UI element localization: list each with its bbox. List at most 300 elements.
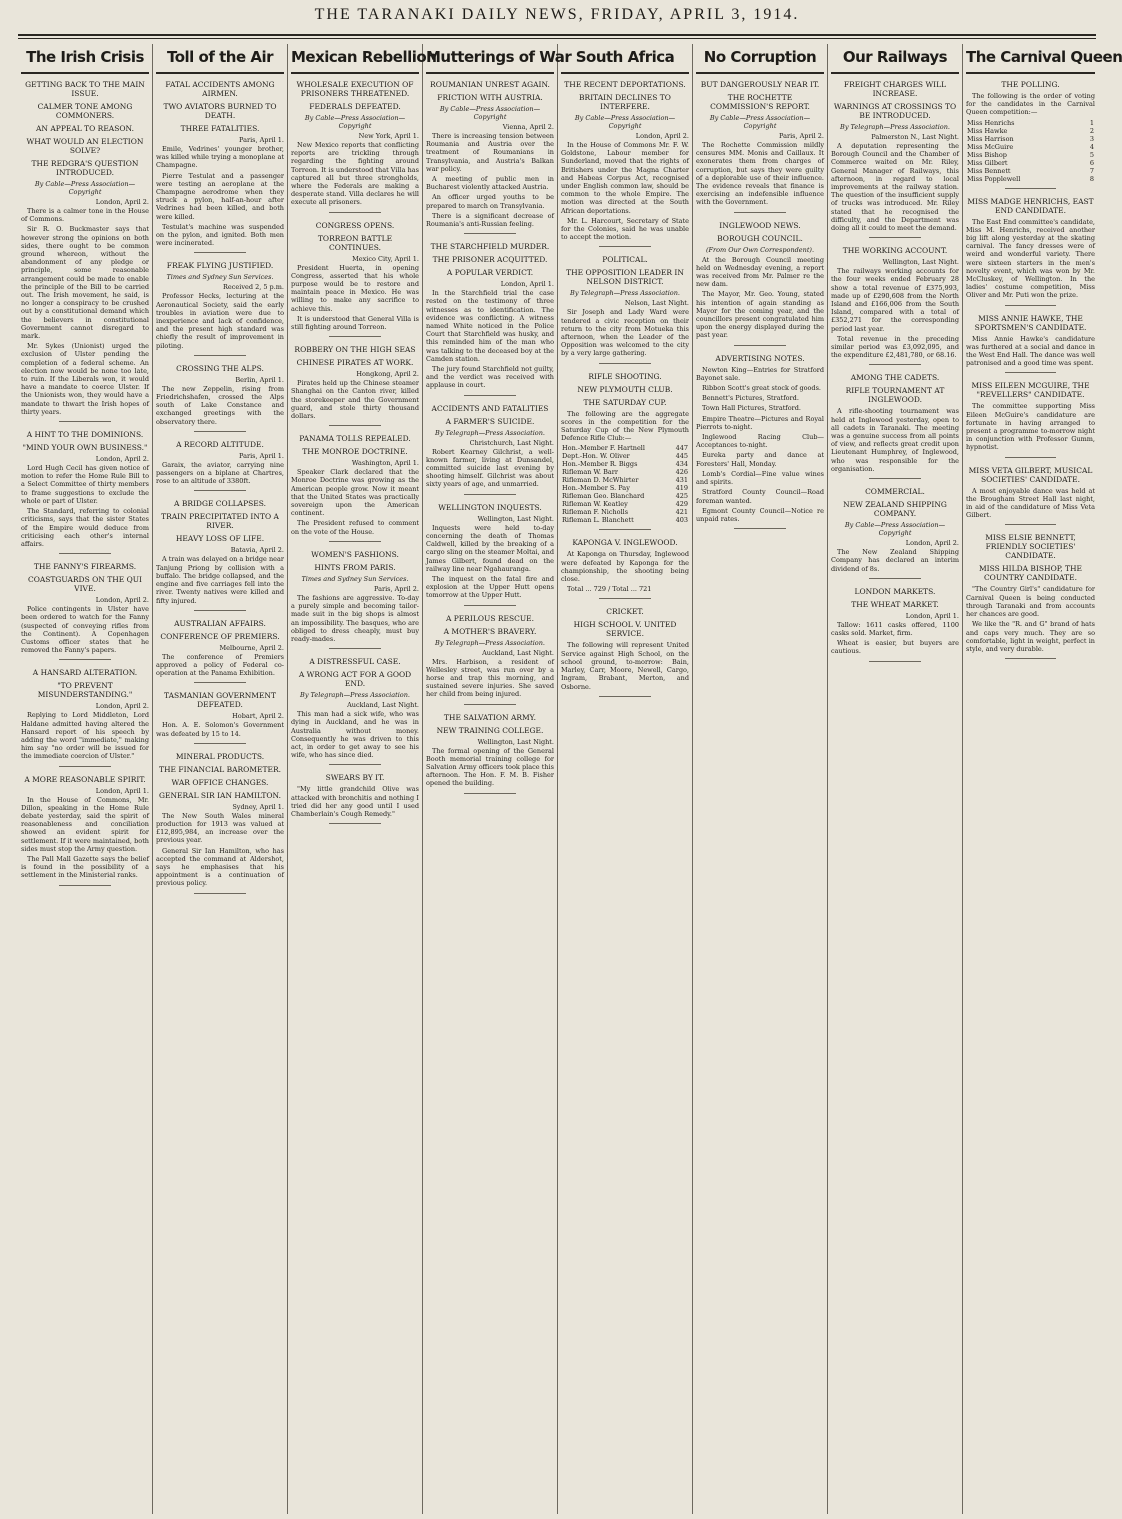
- article-paragraph: A most enjoyable dance was held at the Brougham Street Hall last night, in aid of the candidature of Miss Veta Gilbert.: [966, 486, 1095, 520]
- table-row: [966, 175, 1095, 183]
- column-5: [558, 44, 693, 1514]
- article-separator: [194, 682, 245, 683]
- article: [561, 607, 689, 696]
- article-paragraph: Sir Joseph and Lady Ward were tendered a civic reception on their return to the city from Motueka this afternoon, when the Leader of the Opposition was welcomed to the city by a very large gathering.: [561, 308, 689, 358]
- article-subhead: PANAMA TOLLS REPEALED.: [299, 434, 411, 444]
- article: [831, 80, 959, 238]
- article-dateline: Wellington, Last Night.: [882, 258, 959, 267]
- article-paragraph: The new Zeppelin, rising from Friedrichshafen, crossed the Alps south of Lake Constance and exchanged greetings with the observatory there.: [156, 384, 284, 426]
- article-dateline: Sydney, April 1.: [232, 802, 284, 811]
- table-row: [966, 119, 1095, 127]
- article-paragraph: The following are the aggregate scores in the competition for the Saturday Cup of the New Plymouth Defence Rifle Club:—: [561, 409, 689, 443]
- article-byline: By Cable—Press Association—Copyright: [574, 114, 676, 130]
- table-row: [561, 444, 689, 452]
- article-separator: [329, 212, 380, 213]
- article-subhead: THE WORKING ACCOUNT.: [842, 246, 948, 256]
- table-row: [561, 508, 689, 516]
- article-separator: [1005, 372, 1057, 373]
- article-subhead: CALMER TONE AMONG COMMONERS.: [37, 102, 133, 120]
- article-paragraph: In the House of Commons Mr. F. W. Goldstone, Labour member for Sunderland, moved that the rights of Britishers under the Magna Charter and Habeas Corpus Act, recognised under English common law, should be common to the whole Empire. The motion was directed at the South African deportations.: [561, 141, 689, 215]
- article-byline: By Telegraph—Press Association.: [435, 638, 545, 647]
- article-separator: [599, 363, 650, 364]
- article-subhead: A POPULAR VERDICT.: [446, 268, 534, 278]
- table-cell-name: Rifleman L. Blanchett: [562, 516, 634, 525]
- article-subhead: MISS EILEEN MCGUIRE, THE "REVELLERS" CANDIDATE.: [971, 381, 1090, 400]
- article-paragraph: President Huerta, in opening Congress, asserted that his whole purpose would be to restore and maintain peace in Mexico. He was willing to make any sacrifice to achieve this.: [291, 263, 419, 313]
- column-headline: The Carnival Queen: [966, 44, 1095, 74]
- article-separator: [329, 823, 380, 824]
- article-paragraph: Town Hall Pictures, Stratford.: [702, 404, 801, 413]
- table-cell-value: 3: [1089, 134, 1094, 143]
- article-subhead: CHINESE PIRATES AT WORK.: [296, 358, 414, 368]
- article-paragraph: The New Zealand Shipping Company has declared an interim dividend of 8s.: [831, 548, 959, 573]
- article: [426, 404, 554, 495]
- article-separator: [599, 529, 650, 530]
- article-subhead: FREAK FLYING JUSTIFIED.: [166, 261, 274, 271]
- article: [426, 80, 554, 234]
- article-subhead: AMONG THE CADETS.: [850, 373, 940, 383]
- article-paragraph: Ribbon Scott's great stock of goods.: [702, 384, 821, 393]
- article-subhead: ROUMANIAN UNREST AGAIN.: [430, 80, 550, 89]
- article-paragraph: There is a significant decrease of Roumania's anti-Russian feeling.: [426, 211, 554, 229]
- article-subhead: HINTS FROM PARIS.: [314, 562, 396, 572]
- article-paragraph: The East End committee's candidate, Miss M. Henrichs, received another big lift along yesterday at the skating carnival. The fancy dresses were of weird and wonderful variety. There were sixteen starters in the men's novelty event, which was won by Mr. McCluskey, of Wellington. In the ladies' costume competition, Miss Oliver and Mr. Puti won the prize.: [966, 217, 1095, 300]
- article-dateline: Paris, April 1.: [239, 451, 284, 460]
- article-paragraph: Sir R. O. Buckmaster says that however strong the opinions on both sides, there ought to be common ground whereon, without the abandonment of any pledge or principle, some reasonable arrangement could be made to enable the principle of the Bill to be carried out. The Irish movement, he said, is no longer a conspiracy to be crushed out by a constitutional demand which the believers in constitutional Government cannot disregard to mark.: [21, 225, 149, 341]
- article-dateline: New York, April 1.: [358, 132, 419, 140]
- article: [291, 773, 419, 824]
- article-dateline: Batavia, April 2.: [230, 546, 284, 555]
- table-cell-value: 4: [1089, 142, 1094, 151]
- article-paragraph: The following will represent United Service against High School, on the school ground, to-morrow: Bain, Marley, Carr, Moore, Newell, Cargo, Ingram, Brabant, Merton, and Osborne.: [561, 641, 689, 691]
- article-subhead: THE SALVATION ARMY.: [443, 712, 537, 722]
- article-paragraph: The Mayor, Mr. Geo. Young, stated his intention of again standing as Mayor for the coming year, and the councillors present congratulated him upon the energy displayed during the past year.: [696, 290, 824, 340]
- article: [291, 345, 419, 426]
- article-subhead: THE MONROE DOCTRINE.: [302, 447, 408, 457]
- article-subhead: WAR OFFICE CHANGES.: [171, 777, 269, 787]
- table-cell-name: Rifleman Geo. Blanchard: [562, 492, 645, 501]
- article-subhead: THE RECENT DEPORTATIONS.: [564, 80, 686, 89]
- article-subhead: BRITAIN DECLINES TO INTERFERE.: [579, 93, 671, 111]
- table-cell-value: 403: [675, 516, 688, 525]
- article-dateline: Hobart, April 2.: [232, 712, 284, 721]
- article-subhead: INGLEWOOD NEWS.: [719, 220, 801, 230]
- article: [156, 80, 284, 253]
- article-subhead: AN APPEAL TO REASON.: [36, 124, 134, 133]
- table-cell-value: 5: [1089, 150, 1094, 159]
- article-byline: By Telegraph—Press Association.: [570, 289, 680, 298]
- table-cell-value: 419: [675, 484, 688, 493]
- article-subhead: AUSTRALIAN AFFAIRS.: [174, 618, 266, 628]
- table-cell-name: Miss McGuire: [967, 142, 1014, 151]
- article-separator: [869, 237, 920, 238]
- article: [156, 752, 284, 894]
- article: [21, 80, 149, 422]
- article: [831, 373, 959, 479]
- article: [426, 713, 554, 794]
- article: [291, 434, 419, 542]
- table-row: [966, 143, 1095, 151]
- masthead-rule: [18, 34, 1096, 36]
- article: [966, 197, 1095, 306]
- article-subhead: COMMERCIAL.: [865, 487, 925, 497]
- article-paragraph: Testulat's machine was suspended on the pylon, and ignited. Both men were incinerated.: [156, 222, 284, 248]
- article-separator: [599, 696, 650, 697]
- article-subhead: A DISTRESSFUL CASE.: [309, 657, 401, 667]
- table-row: [966, 167, 1095, 175]
- article: [696, 221, 824, 346]
- article-subhead: WHOLESALE EXECUTION OF PRISONERS THREATENED.: [296, 80, 414, 98]
- article-subhead: HIGH SCHOOL V. UNITED SERVICE.: [573, 620, 677, 639]
- article-subhead: A BRIDGE COLLAPSES.: [174, 499, 266, 509]
- article-separator: [329, 336, 380, 337]
- article: [966, 314, 1095, 374]
- article-dateline: Paris, April 1.: [239, 136, 284, 144]
- article: [561, 80, 689, 247]
- article-paragraph: Lomb's Cordial—Fine value wines and spirits.: [696, 469, 824, 487]
- table-cell-name: Hon.-Member S. Pay: [562, 484, 630, 493]
- table-cell-value: 2: [1089, 126, 1094, 135]
- article-separator: [464, 395, 515, 396]
- article-paragraph: Professor Hecks, lecturing at the Aeronautical Society, said the early troubles in aviation were due to inexperience and lack of confidence, and the present high standard was chiefly the result of improvement in piloting.: [156, 292, 284, 350]
- article-paragraph: A rifle-shooting tournament was held at Inglewood yesterday, open to all cadets in Taranaki. The meeting was a genuine success from all points of view, and reflects great credit upon Lieutenant Humphrey, of Inglewood, who was responsible for the organisation.: [831, 407, 959, 473]
- article-subhead: FEDERALS DEFEATED.: [309, 102, 401, 111]
- article-paragraph: New Mexico reports that conflicting reports are trickling through regarding the fighting around Torreon. It is understood that Villa has captured all but three strongholds, where the Federals are making a desperate stand. Villa declares he will execute all prisoners.: [291, 141, 419, 207]
- article-subhead: WOMEN'S FASHIONS.: [311, 549, 399, 559]
- article-paragraph: Garaix, the aviator, carrying nine passengers on a biplane at Chartres, rose to an altitude of 3380ft.: [156, 460, 284, 486]
- table-cell-name: Hon.-Member F. Hartnell: [562, 444, 645, 453]
- column-fade: [288, 1474, 422, 1514]
- article-subhead: A PERILOUS RESCUE.: [445, 613, 535, 623]
- article-subhead: TASMANIAN GOVERNMENT DEFEATED.: [164, 691, 276, 710]
- article-subhead: CONGRESS OPENS.: [315, 220, 395, 230]
- article-subhead: CONFERENCE OF PREMIERS.: [160, 631, 280, 641]
- column-6: [693, 44, 828, 1514]
- article-paragraph: At the Borough Council meeting held on Wednesday evening, a report was received from Mr. Palmer re the new dam.: [696, 255, 824, 289]
- article: [696, 80, 824, 213]
- article-subhead: THE SATURDAY CUP.: [583, 397, 667, 407]
- column-1: [18, 44, 153, 1514]
- article: [426, 242, 554, 395]
- article-subhead: TORREON BATTLE CONTINUES.: [317, 233, 393, 252]
- article-paragraph: Mr. Sykes (Unionist) urged the exclusion of Ulster pending the completion of a federal scheme. An election now would be none too late, to ruin. If the Liberals won, it would have a mandate to coerce Ulster. If the Unionists won, they would have a mandate to thwart the Irish hopes of thirty years.: [21, 342, 149, 416]
- article-subhead: GENERAL SIR IAN HAMILTON.: [159, 790, 281, 800]
- article-subhead: TRAIN PRECIPITATED INTO A RIVER.: [161, 512, 279, 531]
- article-byline: By Cable—Press Association—Copyright: [304, 114, 406, 130]
- article: [156, 499, 284, 610]
- article-subhead: GETTING BACK TO THE MAIN ISSUE.: [25, 80, 145, 98]
- article: [561, 538, 689, 599]
- article: [291, 657, 419, 765]
- article-paragraph: The committee supporting Miss Eileen McGuire's candidature are fortunate in having arranged to present a programme to-morrow night in conjunction with Professor Gumm, hypnotist.: [966, 402, 1095, 452]
- article-subhead: THREE FATALITIES.: [180, 124, 260, 133]
- article: [966, 80, 1095, 189]
- article: [156, 440, 284, 492]
- article-subhead: MINERAL PRODUCTS.: [175, 751, 265, 761]
- masthead-rule-thin: [18, 38, 1096, 39]
- article-dateline: London, April 2.: [95, 596, 149, 605]
- article-subhead: "TO PREVENT MISUNDERSTANDING.": [37, 681, 133, 700]
- article-paragraph: A meeting of public men in Bucharest violently attacked Austria.: [426, 175, 554, 192]
- article-dateline: Christchurch, Last Night.: [469, 438, 554, 447]
- article-paragraph: The Standard, referring to colonial criticisms, says that the sister States of the Empire would deduce from criticising each other's internal affairs.: [21, 507, 149, 548]
- article-subhead: RIFLE SHOOTING.: [588, 371, 662, 381]
- article-dateline: London, April 1.: [905, 611, 959, 620]
- article-byline: By Cable—Press Association—Copyright: [709, 114, 811, 130]
- article-subhead: SWEARS BY IT.: [325, 773, 385, 783]
- table-cell-value: 434: [675, 460, 688, 469]
- article-subhead: WHAT WOULD AN ELECTION SOLVE?: [26, 137, 144, 155]
- article-separator: [869, 478, 920, 479]
- article-byline: Times and Sydney Sun Services.: [301, 574, 409, 583]
- article-paragraph: The New South Wales mineral production for 1913 was valued at £12,895,984, an increase over the previous year.: [156, 811, 284, 845]
- article-dateline: Washington, April 1.: [351, 459, 419, 468]
- article-subhead: COASTGUARDS ON THE QUI VIVE.: [27, 575, 143, 594]
- article-subhead: MISS ELSIE BENNETT, FRIENDLY SOCIETIES' CANDIDATE.: [985, 533, 1076, 561]
- article-separator: [194, 893, 245, 894]
- article-subhead: ACCIDENTS AND FATALITIES: [431, 403, 549, 413]
- column-fade: [153, 1474, 287, 1514]
- column-4: [423, 44, 572, 1514]
- article-paragraph: Mr. L. Harcourt, Secretary of State for the Colonies, said he was unable to accept the motion.: [561, 216, 689, 242]
- article-separator: [599, 598, 650, 599]
- article-paragraph: Hon. A. E. Solomon's Government was defeated by 15 to 14.: [156, 721, 284, 738]
- table-row: [561, 500, 689, 508]
- article: [291, 550, 419, 649]
- article-dateline: London, April 1.: [95, 786, 149, 795]
- article-paragraph: A deputation representing the Borough Council and the Chamber of Commerce waited on Mr. Riley, General Manager of Railways, this afternoon, in regard to local improvements at the railway station. The question of the insufficient supply of trucks was introduced. Mr. Riley stated that he recognised the difficulty, and the Department was doing all it could to meet the demand.: [831, 142, 959, 233]
- article-paragraph: The conference of Premiers approved a policy of Federal co-operation at the Panama Exhibition.: [156, 652, 284, 678]
- article: [561, 372, 689, 531]
- article-subhead: THE REDGRA'S QUESTION INTRODUCED.: [31, 159, 139, 177]
- article-subhead: TWO AVIATORS BURNED TO DEATH.: [163, 102, 277, 120]
- article-subhead: MISS ANNIE HAWKE, THE SPORTSMEN'S CANDIDATE.: [974, 313, 1087, 332]
- article: [426, 614, 554, 705]
- article-paragraph: Wheat is easier, but buyers are cautious.: [831, 639, 959, 656]
- article-dateline: Hongkong, April 2.: [356, 370, 419, 379]
- article-paragraph: Newton King—Entries for Stratford Bayonet sale.: [696, 365, 824, 382]
- article-paragraph: Bennett's Pictures, Stratford.: [702, 394, 799, 403]
- table-row: [561, 484, 689, 492]
- article-separator: [59, 553, 110, 554]
- article-dateline: Mexico City, April 1.: [352, 254, 419, 263]
- article-dateline: Melbourne, April 2.: [219, 643, 284, 652]
- article-separator: [464, 233, 515, 234]
- article-separator: [59, 659, 110, 660]
- article-paragraph: There is increasing tension between Roumania and Austria over the treatment of Roumanians in Transylvania, and Austria's Balkan war policy.: [426, 132, 554, 173]
- column-fade: [963, 1474, 1098, 1514]
- article-separator: [329, 541, 380, 542]
- article-subhead: NEW ZEALAND SHIPPING COMPANY.: [843, 500, 947, 519]
- article-dateline: London, April 2.: [95, 198, 149, 206]
- article: [966, 466, 1095, 526]
- article-paragraph: Egmont County Council—Notice re unpaid rates.: [696, 506, 824, 523]
- article-subhead: WARNINGS AT CROSSINGS TO BE INTRODUCED.: [833, 102, 957, 120]
- article-dateline: Berlin, April 1.: [235, 375, 284, 384]
- article-subhead: NEW PLYMOUTH CLUB.: [577, 384, 673, 394]
- table-cell-name: Dept.-Hon. W. Oliver: [562, 452, 630, 461]
- article-dateline: London, April 2.: [95, 702, 149, 711]
- article-dateline: Paris, April 2.: [374, 584, 419, 593]
- column-headline: Mexican Rebellion: [291, 44, 419, 74]
- article-paragraph: Total revenue in the preceding similar period was £3,092,095, and the expenditure £2,481,780, or 68.16.: [831, 334, 959, 360]
- article-paragraph: Inquests were held to-day concerning the death of Thomas Caldwell, killed by the breaking of a cargo sling on the steamer Moltai, and James Gilbert, found dead on the railway line near Ngahauranga.: [426, 523, 554, 573]
- article-byline: By Cable—Press Association—Copyright: [844, 521, 946, 538]
- table-cell-name: Rifleman W. Keatley: [562, 500, 628, 509]
- article: [156, 261, 284, 355]
- article-subhead: THE FINANCIAL BAROMETER.: [159, 764, 281, 774]
- article-subhead: MISS VETA GILBERT, MUSICAL SOCIETIES' CANDIDATE.: [968, 465, 1093, 484]
- article-subhead: THE OPPOSITION LEADER IN NELSON DISTRICT.: [566, 268, 684, 287]
- article-paragraph: Stratford County Council—Road foreman wanted.: [696, 488, 824, 505]
- article-separator: [1005, 188, 1057, 189]
- table-row: [561, 516, 689, 524]
- article-separator: [869, 364, 920, 365]
- article-dateline: London, April 2.: [635, 132, 689, 140]
- column-fade: [18, 1474, 152, 1514]
- article: [696, 354, 824, 529]
- table-cell-name: Rifleman F. Nicholls: [562, 508, 629, 517]
- score-table: [966, 119, 1095, 183]
- article: [966, 533, 1095, 659]
- table-cell-value: 445: [675, 452, 688, 461]
- article-separator: [869, 661, 920, 662]
- article-subhead: FRICTION WITH AUSTRIA.: [437, 93, 543, 102]
- article-separator: [734, 528, 785, 529]
- article-paragraph: The Rochette Commission mildly censures MM. Monis and Caillaux. It exonerates them from charges of corruption, but says they were guilty of a deplorable use of their influence. The evidence reveals that finance is exercising an indefensible influence with the Government.: [696, 141, 824, 207]
- article-separator: [194, 431, 245, 432]
- article-separator: [194, 490, 245, 491]
- column-fade: [828, 1474, 962, 1514]
- column-headline: South Africa: [561, 44, 689, 74]
- article-paragraph: At Kaponga on Thursday, Inglewood were defeated by Kaponga for the championship, the shooting being close.: [561, 550, 689, 584]
- article-subhead: ADVERTISING NOTES.: [715, 353, 805, 363]
- article: [561, 255, 689, 363]
- article-separator: [599, 246, 650, 247]
- article-subhead: THE STARCHFIELD MURDER.: [430, 242, 550, 252]
- article-dateline: Received 2, 5 p.m.: [223, 283, 284, 292]
- article-paragraph: Inglewood Racing Club—Acceptances to-night.: [696, 433, 824, 450]
- article-paragraph: The fashions are aggressive. To-day a purely simple and becoming tailor-made suit in the big shops is almost an impossibility. The basques, who are obliged to dress cheaply, must buy ready-mades.: [291, 593, 419, 643]
- article-dateline: Palmerston N., Last Night.: [871, 133, 959, 141]
- article-byline: By Telegraph—Press Association.: [435, 428, 545, 437]
- article-separator: [59, 885, 110, 886]
- article-paragraph: Pirates held up the Chinese steamer Shanghai on the Canton river, killed the storekeeper and the Government guard, and stole thirty thousand dollars.: [291, 379, 419, 421]
- table-row: [966, 151, 1095, 159]
- column-fade: [558, 1474, 692, 1514]
- article-dateline: Wellington, Last Night.: [477, 737, 554, 746]
- article-dateline: Nelson, Last Night.: [624, 299, 689, 308]
- table-cell-value: 429: [675, 500, 688, 509]
- article-subhead: LONDON MARKETS.: [854, 586, 936, 596]
- table-cell-value: 8: [1089, 174, 1094, 183]
- article-paragraph: Pierre Testulat and a passenger were testing an aeroplane at the Champagne aerodrome when they struck a pylon, half-an-hour after Vedrines had been killed, and both were killed.: [156, 171, 284, 221]
- article-paragraph: It is understood that General Villa is still fighting around Torreon.: [291, 314, 419, 332]
- column-7: [828, 44, 963, 1514]
- article-separator: [329, 764, 380, 765]
- article-paragraph: Robert Kearney Gilchrist, a well-known farmer, living at Dunsandel, committed suicide last evening by shooting himself. Gilchrist was about sixty years of age, and unmarried.: [426, 447, 554, 489]
- article-separator: [1005, 524, 1057, 525]
- article: [831, 246, 959, 365]
- article-separator: [59, 421, 110, 422]
- article-paragraph: An officer urged youths to be prepared to march on Transylvania.: [426, 193, 554, 210]
- column-8: [963, 44, 1122, 1514]
- article: [21, 668, 149, 766]
- article-paragraph: In the House of Commons, Mr. Dillon, speaking in the Home Rule debate yesterday, said the spirit of reasonableness and conciliation showed an evident spirit for settlement. If it were maintained, both sides must stop the Army question.: [21, 795, 149, 853]
- column-headline: Toll of the Air: [156, 44, 284, 74]
- table-cell-name: Rifleman D. McWhirter: [562, 476, 639, 485]
- column-2: [153, 44, 288, 1514]
- table-cell-value: 6: [1089, 158, 1094, 167]
- article: [21, 430, 149, 554]
- article-paragraph: Eureka party and dance at Foresters' Hall, Monday.: [696, 451, 824, 468]
- article-separator: [329, 648, 380, 649]
- article-subhead: RIFLE TOURNAMENT AT INGLEWOOD.: [845, 386, 945, 405]
- article-subhead: A MOTHER'S BRAVERY.: [443, 626, 537, 636]
- article-paragraph: Tallow: 1611 casks offered, 1100 casks sold. Market, firm.: [831, 620, 959, 637]
- article-subhead: WELLINGTON INQUESTS.: [438, 502, 542, 512]
- article: [156, 619, 284, 684]
- article-separator: [194, 252, 245, 253]
- article-paragraph: "My little grandchild Olive was attacked with bronchitis and nothing I tried did her any good until I used Chamberlain's Cough Remedy.": [291, 785, 419, 818]
- article-subhead: THE PRISONER ACQUITTED.: [432, 255, 548, 265]
- article-subhead: A WRONG ACT FOR A GOOD END.: [298, 670, 412, 689]
- article-paragraph: The following is the order of voting for the candidates in the Carnival Queen competition:—: [966, 92, 1095, 117]
- article-subhead: KAPONGA V. INGLEWOOD.: [572, 538, 678, 548]
- article-separator: [1005, 457, 1057, 458]
- article-byline: By Telegraph—Press Association.: [840, 123, 950, 131]
- column-headline: The Irish Crisis: [21, 44, 149, 74]
- article-paragraph: Emile, Vedrines' younger brother, was killed while trying a monoplane at Champagne.: [156, 145, 284, 170]
- article-paragraph: The inquest on the fatal fire and explosion at the Upper Hutt opens tomorrow at the Upper Hutt.: [426, 574, 554, 600]
- article-paragraph: A train was delayed on a bridge near Tanjung Priong by collision with a buffalo. The bridge collapsed, and the engine and five carriages fell into the river. Twenty natives were killed and fifty injured.: [156, 555, 284, 605]
- article-paragraph: In the Starchfield trial the case rested on the testimony of three witnesses as to identification. The evidence was conflicting. A witness named White noticed in the Police Court that Starchfield was husky, and this reminded him of the man who was talking to the deceased boy at the Camden station.: [426, 289, 554, 363]
- table-row: [966, 159, 1095, 167]
- article-separator: [734, 345, 785, 346]
- article-paragraph: The President refused to comment on the vote of the House.: [291, 519, 419, 536]
- article-separator: [1005, 305, 1057, 306]
- table-row: [561, 452, 689, 460]
- table-cell-name: Miss Bishop: [967, 150, 1007, 159]
- article-subhead: BUT DANGEROUSLY NEAR IT.: [700, 80, 820, 89]
- table-cell-name: Hon.-Member R. Biggs: [562, 460, 638, 469]
- article-separator: [464, 494, 515, 495]
- article-subhead: CROSSING THE ALPS.: [176, 363, 264, 373]
- masthead: THE TARANAKI DAILY NEWS, FRIDAY, APRIL 3, 1914.: [314, 6, 800, 23]
- article-paragraph: Empire Theatre—Pictures and Royal Pierrots to-night.: [696, 414, 824, 431]
- article-paragraph: This man had a sick wife, who was dying in Auckland, and he was in Australia without money. Consequently he was driven to this act, in order to get away to see his wife, who has since died.: [291, 710, 419, 760]
- article-paragraph: Police contingents in Ulster have been ordered to watch for the Fanny (suspected of conveying rifles from the Continent). A Copenhagen Customs officer states that he removed the Fanny's papers.: [21, 605, 149, 655]
- article: [966, 381, 1095, 457]
- article: [291, 80, 419, 213]
- column-headline: Mutterings of War: [426, 44, 554, 74]
- article-separator: [1005, 658, 1057, 659]
- article-dateline: Auckland, Last Night.: [347, 701, 419, 710]
- columns: [18, 44, 1122, 1514]
- article-paragraph: We like the "R. and G" brand of hats and caps very much. They are so comfortable, light in weight, perfect in style, and very durable.: [966, 620, 1095, 653]
- article-paragraph: Speaker Clark declared that the Monroe Doctrine was growing as the American people grow. Now it meant that the United States was practically sovereign upon the American continent.: [291, 468, 419, 518]
- article-paragraph: General Sir Ian Hamilton, who has accepted the command at Aldershot, says he emphasises that his appointment is a continuation of previous policy.: [156, 846, 284, 888]
- table-cell-name: Miss Gilbert: [967, 158, 1008, 167]
- article-byline: Times and Sydney Sun Services.: [166, 273, 274, 282]
- article-paragraph: The jury found Starchfield not guilty, and the verdict was received with applause in court.: [426, 365, 554, 390]
- article: [426, 503, 554, 606]
- table-row: [561, 492, 689, 500]
- article-subhead: CRICKET.: [606, 607, 644, 617]
- article-byline: (From Our Own Correspondent).: [705, 245, 815, 254]
- table-row: [966, 135, 1095, 143]
- table-row: [561, 460, 689, 468]
